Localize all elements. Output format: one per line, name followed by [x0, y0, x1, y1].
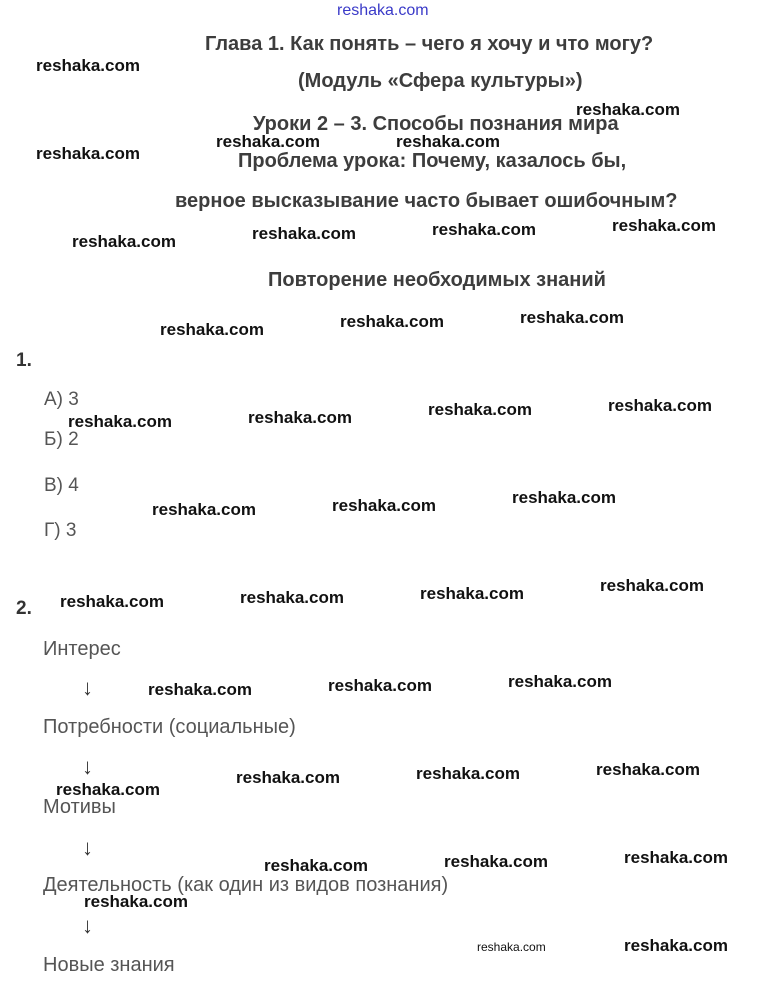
answer-c: В) 4 — [44, 475, 79, 496]
chain-item-interest: Интерес — [43, 638, 121, 660]
watermark: reshaka.com — [600, 576, 704, 595]
down-arrow-icon: ↓ — [82, 754, 93, 779]
chapter-title: Глава 1. Как понять – чего я хочу и что могу? — [205, 33, 654, 55]
watermark: reshaka.com — [428, 400, 532, 419]
task-2-number: 2. — [16, 598, 32, 619]
problem-line-1: Проблема урока: Почему, казалось бы, — [238, 150, 627, 172]
down-arrow-icon: ↓ — [82, 913, 93, 938]
answer-a: А) 3 — [44, 389, 79, 410]
watermark: reshaka.com — [68, 412, 172, 431]
watermark: reshaka.com — [264, 856, 368, 875]
watermark: reshaka.com — [60, 592, 164, 611]
watermark: reshaka.com — [248, 408, 352, 427]
lessons-title: Уроки 2 – 3. Способы познания мира — [253, 113, 619, 135]
watermark: reshaka.com — [520, 308, 624, 327]
watermark: reshaka.com — [396, 132, 500, 151]
watermark: reshaka.com — [152, 500, 256, 519]
watermark: reshaka.com — [36, 144, 140, 163]
watermark-top: reshaka.com — [337, 2, 429, 19]
watermark: reshaka.com — [252, 224, 356, 243]
watermark: reshaka.com — [420, 584, 524, 603]
chain-item-needs: Потребности (социальные) — [43, 716, 296, 738]
watermark: reshaka.com — [240, 588, 344, 607]
watermark: reshaka.com — [624, 936, 728, 955]
answer-b: Б) 2 — [44, 429, 79, 450]
watermark: reshaka.com — [608, 396, 712, 415]
watermark: reshaka.com — [612, 216, 716, 235]
watermark: reshaka.com — [72, 232, 176, 251]
watermark: reshaka.com — [36, 56, 140, 75]
watermark: reshaka.com — [508, 672, 612, 691]
down-arrow-icon: ↓ — [82, 835, 93, 860]
watermark: reshaka.com — [576, 100, 680, 119]
watermark: reshaka.com — [216, 132, 320, 151]
module-title: (Модуль «Сфера культуры») — [298, 70, 583, 92]
problem-line-2: верное высказывание часто бывает ошибочным? — [175, 190, 678, 212]
watermark: reshaka.com — [332, 496, 436, 515]
watermark: reshaka.com — [444, 852, 548, 871]
watermark: reshaka.com — [340, 312, 444, 331]
watermark-small: reshaka.com — [477, 940, 546, 954]
down-arrow-icon: ↓ — [82, 675, 93, 700]
watermark: reshaka.com — [416, 764, 520, 783]
watermark: reshaka.com — [328, 676, 432, 695]
chain-item-motives: Мотивы — [43, 796, 116, 818]
watermark: reshaka.com — [432, 220, 536, 239]
watermark: reshaka.com — [56, 780, 160, 799]
watermark: reshaka.com — [624, 848, 728, 867]
chain-item-new-knowledge: Новые знания — [43, 954, 175, 976]
review-title: Повторение необходимых знаний — [268, 269, 606, 291]
answer-d: Г) 3 — [44, 520, 77, 541]
watermark: reshaka.com — [84, 892, 188, 911]
watermark: reshaka.com — [596, 760, 700, 779]
watermark: reshaka.com — [512, 488, 616, 507]
chain-item-activity: Деятельность (как один из видов познания) — [43, 874, 449, 896]
watermark: reshaka.com — [236, 768, 340, 787]
watermark: reshaka.com — [160, 320, 264, 339]
watermark: reshaka.com — [148, 680, 252, 699]
task-1-number: 1. — [16, 350, 32, 371]
